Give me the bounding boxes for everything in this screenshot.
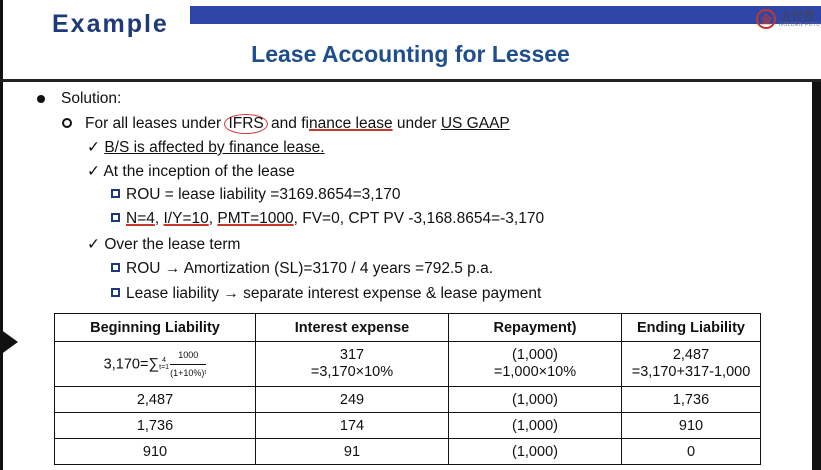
sub-item-rou <box>111 186 400 204</box>
cell-beginning-formula <box>55 342 256 387</box>
repayment-formula: =1,000×10% <box>493 364 577 380</box>
leases-line-post: under <box>392 115 441 132</box>
cell-ending <box>622 342 761 387</box>
table-cell: 910 <box>622 413 761 439</box>
table-cell: (1,000) <box>449 439 622 465</box>
leases-line-mid: and fi <box>266 115 309 132</box>
left-edge-bar <box>0 0 3 470</box>
interest-value: 317 <box>339 347 365 363</box>
check-icon: ✓ <box>87 236 100 253</box>
cell-interest <box>256 342 449 387</box>
repayment-value: (1,000) <box>512 347 558 363</box>
ifrs-circled: IFRS <box>224 114 267 134</box>
table-row <box>55 439 761 465</box>
right-edge-bar <box>812 82 821 470</box>
sub-item-liability-text: Lease liability → separate interest expense & lease payment <box>126 285 542 302</box>
table-cell: 1,736 <box>55 413 256 439</box>
table-cell: 2,487 <box>55 387 256 413</box>
cell-repayment <box>449 342 622 387</box>
fraction <box>170 347 206 382</box>
sub-item-amortization <box>111 260 493 278</box>
solution-label: Solution: <box>61 90 122 107</box>
table-cell: 91 <box>256 439 449 465</box>
table-cell: 910 <box>55 439 256 465</box>
check-item-inception-text: At the inception of the lease <box>103 163 295 180</box>
sub-item-liability <box>111 285 541 303</box>
bullet-dot-icon <box>37 95 45 103</box>
leases-line <box>85 114 510 134</box>
calc-rest: , FV=0, CPT PV -3,168.8654=-3,170 <box>293 210 545 227</box>
leases-line-pre: For all leases under <box>85 115 226 132</box>
finance-lease-underlined: nance lease <box>308 115 393 132</box>
table-header-row <box>55 314 761 342</box>
check-item-inception <box>87 162 295 181</box>
check-item-term <box>87 235 240 254</box>
table-cell: 249 <box>256 387 449 413</box>
amortization-table <box>54 313 761 465</box>
us-gaap-underlined: US GAAP <box>440 115 510 132</box>
table-cell: 174 <box>256 413 449 439</box>
sub-item-rou-text: ROU = lease liability =3169.8654=3,170 <box>126 186 401 203</box>
logo <box>756 9 820 29</box>
calc-n: N=4 <box>126 210 155 227</box>
ending-formula: =3,170+317-1,000 <box>631 364 751 380</box>
header-interest: Interest expense <box>256 314 449 342</box>
check-item-bs <box>87 138 325 157</box>
square-bullet-icon <box>111 213 120 222</box>
logo-icon: 金 <box>756 9 776 29</box>
table-row <box>55 342 761 387</box>
formula-prefix: 3,170= <box>103 355 149 372</box>
square-bullet-icon <box>111 189 120 198</box>
fraction-numerator: 1000 <box>170 347 206 365</box>
slide-title: Lease Accounting for Lessee <box>251 41 570 67</box>
logo-text: 金程教 <box>779 9 816 23</box>
table-cell: (1,000) <box>449 413 622 439</box>
play-icon[interactable] <box>0 329 18 355</box>
sub-item-amortization-text: ROU → Amortization (SL)=3170 / 4 years =792.5 p.a. <box>126 260 494 277</box>
table-cell: 0 <box>622 439 761 465</box>
table-cell: 1,736 <box>622 387 761 413</box>
square-bullet-icon <box>111 288 120 297</box>
bullet-ring-icon <box>62 118 72 128</box>
header-ending: Ending Liability <box>622 314 761 342</box>
title-divider <box>0 79 821 82</box>
check-item-bs-text: B/S is affected by finance lease. <box>104 139 325 156</box>
example-label: Example <box>52 10 169 38</box>
table-cell: (1,000) <box>449 387 622 413</box>
ending-value: 2,487 <box>672 347 710 363</box>
calc-iy: I/Y=10 <box>163 210 209 227</box>
header-bar <box>190 6 821 24</box>
sum-limits <box>159 357 169 371</box>
logo-subtext: GOLDEN FUTU <box>779 22 821 28</box>
check-icon: ✓ <box>87 139 100 156</box>
sum-upper: 4 <box>162 357 167 364</box>
table-row <box>55 413 761 439</box>
fraction-denominator: (1+10%)ᵗ <box>170 367 207 378</box>
sub-item-calculator: N=4, I/Y=10, PMT=1000, FV=0, CPT PV -3,168.8654=-3,170 <box>111 210 544 228</box>
square-bullet-icon <box>111 263 120 272</box>
check-icon: ✓ <box>87 163 100 180</box>
sigma-icon: ∑ <box>148 354 160 372</box>
calc-pmt: PMT=1000 <box>217 210 294 227</box>
header-repayment: Repayment) <box>449 314 622 342</box>
check-item-term-text: Over the lease term <box>104 236 241 253</box>
interest-formula: =3,170×10% <box>310 364 394 380</box>
sum-lower: t=1 <box>159 364 170 371</box>
header-beginning: Beginning Liability <box>55 314 256 342</box>
table-row <box>55 387 761 413</box>
